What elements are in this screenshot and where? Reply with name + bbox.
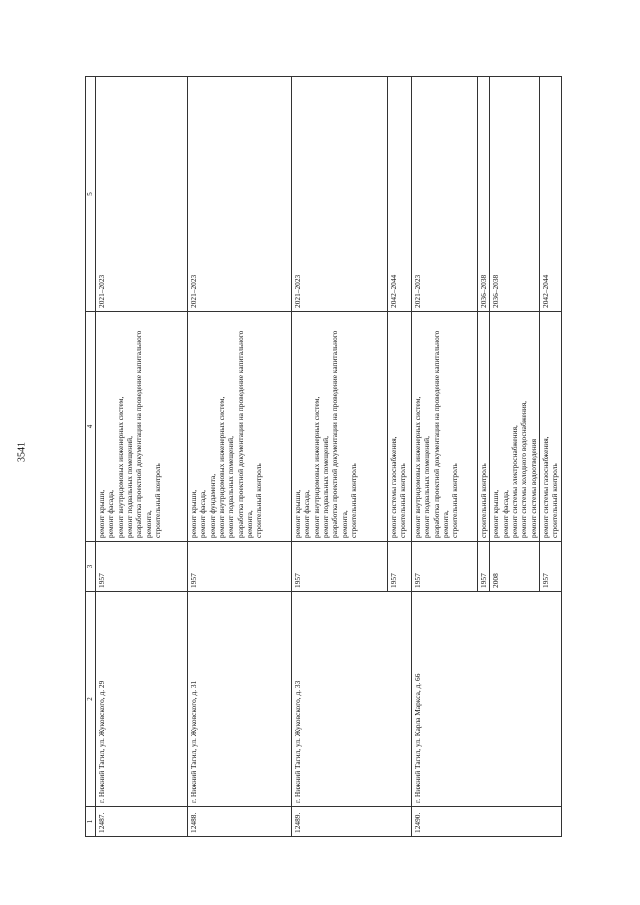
work-item: ремонт крыши, (97, 489, 106, 538)
table-row (96, 77, 188, 837)
work-item: разработка проектной документации на проведение капитального ремонта, (235, 330, 254, 538)
work-item: ремонт крыши, (491, 489, 501, 538)
work-item: ремонт фасада, (500, 490, 510, 538)
work-item: разработка проектной документации на проведение капитального ремонта, (431, 330, 450, 538)
build-year: 1957 (96, 542, 188, 592)
repair-period: 2036–2038 (490, 77, 540, 312)
work-item: строительный контроль (254, 463, 264, 538)
row-number: 12490. (412, 807, 562, 837)
work-item: строительный контроль (348, 463, 358, 538)
column-header: 4 (86, 312, 96, 542)
work-item: ремонт подвальных помещений, (422, 436, 432, 538)
works-list (96, 312, 188, 542)
repair-period: 2021–2023 (188, 77, 292, 312)
work-item: ремонт крыши, (189, 489, 198, 538)
work-item: строительный контроль (550, 463, 560, 538)
build-year: 1957 (539, 542, 561, 592)
work-item: ремонт системы газоснабжения, (389, 436, 398, 538)
row-address: г. Нижний Тагил, ул. Карла Маркса, д. 66 (412, 592, 562, 807)
page-number: 3541 (16, 442, 28, 462)
column-header: 1 (86, 807, 96, 837)
build-year: 1957 (388, 542, 412, 592)
column-header: 3 (86, 542, 96, 592)
row-number: 12489. (292, 807, 412, 837)
work-item: ремонт внутридомовых инженерных систем, (311, 396, 321, 538)
row-number: 12488. (188, 807, 292, 837)
work-item: ремонт системы газоснабжения, (540, 436, 550, 538)
build-year: 2008 (490, 542, 540, 592)
work-item: ремонт внутридомовых инженерных систем, (413, 396, 422, 538)
table-row (292, 77, 388, 837)
row-address: г. Нижний Тагил, ул. Жуковского, д. 29 (96, 592, 188, 807)
works-list (539, 312, 561, 542)
work-item: строительный контроль (450, 463, 460, 538)
work-item: ремонт внутридомовых инженерных систем, (115, 396, 125, 538)
work-item: ремонт фасада, (106, 490, 116, 538)
build-year: 1957 (188, 542, 292, 592)
work-item: ремонт системы холодного водоснабжения, (519, 401, 529, 538)
row-address: г. Нижний Тагил, ул. Жуковского, д. 31 (188, 592, 292, 807)
build-year: 1957 (478, 542, 490, 592)
work-item: ремонт фасада, (302, 490, 312, 538)
table-row (188, 77, 292, 837)
repair-period: 2042–2044 (539, 77, 561, 312)
table-row (412, 77, 478, 837)
work-item: строительный контроль (152, 463, 162, 538)
column-header: 2 (86, 592, 96, 807)
work-item: ремонт фасада, (198, 490, 208, 538)
work-item: разработка проектной документации на проведение капитального ремонта, (330, 330, 349, 538)
rotated-table-container (85, 77, 565, 837)
works-list (412, 312, 478, 542)
work-item: ремонт крыши, (293, 489, 302, 538)
work-item: строительный контроль (479, 463, 488, 538)
work-item: разработка проектной документации на проведение капитального ремонта, (134, 330, 153, 538)
row-address: г. Нижний Тагил, ул. Жуковского, д. 33 (292, 592, 412, 807)
repair-period: 2021–2023 (292, 77, 388, 312)
work-item: ремонт подвальных помещений, (226, 436, 236, 538)
work-item: ремонт внутридомовых инженерных систем, (216, 396, 226, 538)
works-list (490, 312, 540, 542)
repair-schedule-table (85, 76, 562, 837)
works-list (188, 312, 292, 542)
repair-period: 2021–2023 (96, 77, 188, 312)
build-year: 1957 (412, 542, 478, 592)
work-item: ремонт системы электроснабжения, (509, 425, 519, 538)
works-list (478, 312, 490, 542)
row-number: 12487. (96, 807, 188, 837)
work-item: строительный контроль (398, 463, 408, 538)
column-header: 5 (86, 77, 96, 312)
works-list (388, 312, 412, 542)
repair-period: 2042–2044 (388, 77, 412, 312)
work-item: ремонт фундамента, (207, 473, 217, 538)
repair-period: 2036–2038 (478, 77, 490, 312)
table-header-row (86, 77, 96, 837)
build-year: 1957 (292, 542, 388, 592)
work-item: ремонт подвальных помещений, (320, 436, 330, 538)
work-item: ремонт подвальных помещений, (124, 436, 134, 538)
repair-period: 2021–2023 (412, 77, 478, 312)
work-item: ремонт системы водоотведения (528, 438, 538, 538)
works-list (292, 312, 388, 542)
